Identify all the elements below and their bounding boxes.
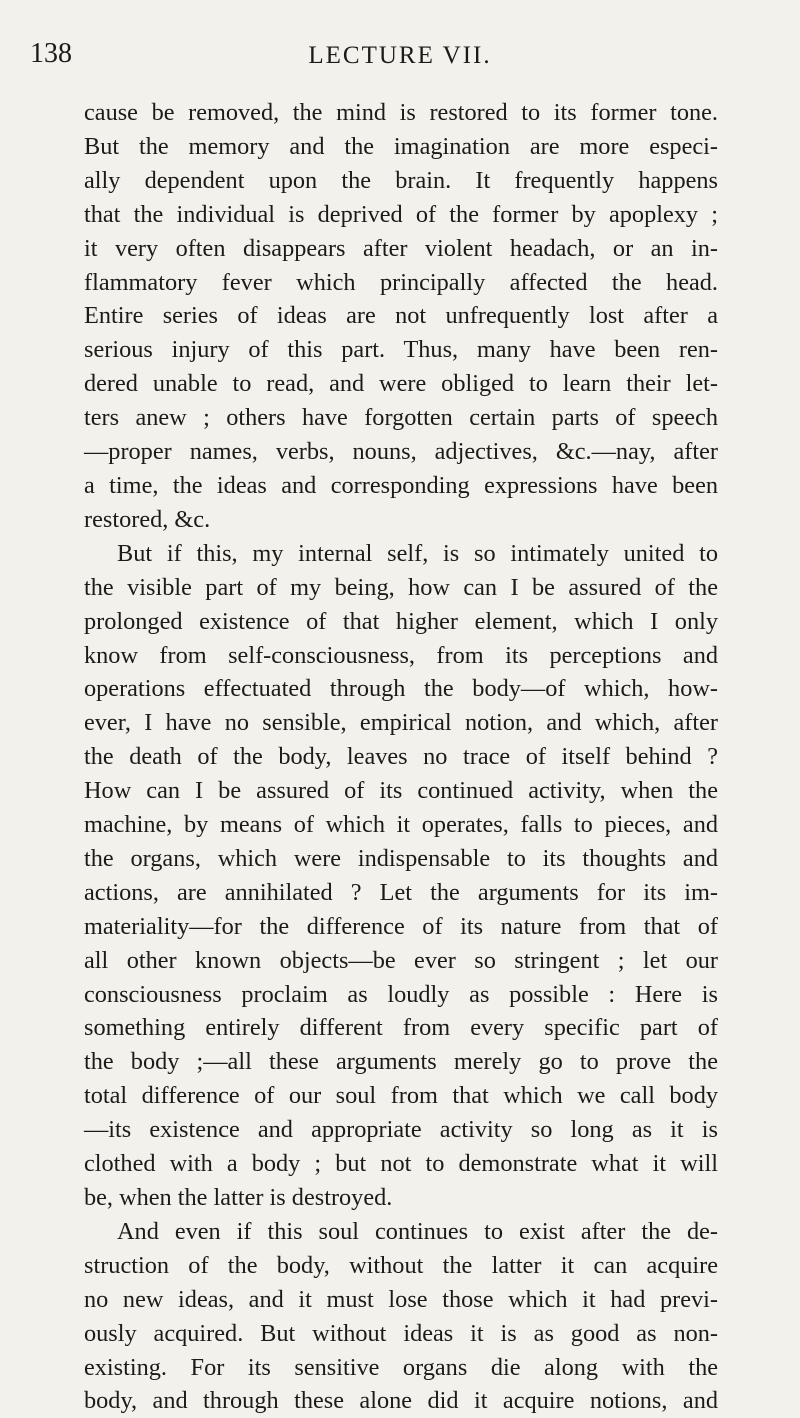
text-line: dered unable to read, and were obliged to learn their let- — [84, 370, 718, 398]
text-line: total difference of our soul from that which we call body — [84, 1082, 718, 1110]
text-line: But if this, my internal self, is so intimately united to — [117, 539, 718, 567]
text-line: be, when the latter is destroyed. — [84, 1184, 393, 1211]
text-line: no new ideas, and it must lose those which it had previ- — [84, 1285, 718, 1313]
text-line: consciousness proclaim as loudly as possible : Here is — [84, 980, 718, 1008]
text-line: restored, &c. — [84, 505, 211, 533]
text-line: the death of the body, leaves no trace of itself behind ? — [84, 743, 718, 771]
text-line: all other known objects—be ever so stringent ; let our — [84, 946, 718, 974]
text-line: clothed with a body ; but not to demonstrate what it will — [84, 1150, 718, 1178]
text-line: the organs, which were indispensable to its thoughts and — [84, 844, 718, 872]
text-line: And even if this soul continues to exist after the de- — [117, 1217, 718, 1245]
running-title: LECTURE VII. — [308, 42, 492, 69]
text-line: materiality—for the difference of its nature from that of — [84, 912, 718, 940]
text-line: body, and through these alone did it acquire notions, and — [84, 1387, 718, 1415]
body-text — [84, 96, 718, 1418]
text-line: that the individual is deprived of the former by apoplexy ; — [84, 200, 718, 228]
text-line: ever, I have no sensible, empirical notion, and which, after — [84, 709, 718, 737]
text-line: ters anew ; others have forgotten certain parts of speech — [84, 404, 718, 432]
text-line: something entirely different from every specific part of — [84, 1014, 718, 1042]
text-line: cause be removed, the mind is restored to its former tone. — [84, 99, 718, 126]
page-number: 138 — [30, 38, 72, 69]
text-line: struction of the body, without the latter it can acquire — [84, 1251, 718, 1279]
text-line: existing. For its sensitive organs die along with the — [84, 1353, 718, 1381]
text-line: the body ;—all these arguments merely go to prove the — [84, 1048, 718, 1076]
text-line: —its existence and appropriate activity so long as it is — [84, 1116, 718, 1144]
text-line: —proper names, verbs, nouns, adjectives, &c.—nay, after — [84, 438, 718, 466]
text-line: the visible part of my being, how can I be assured of the — [84, 573, 718, 601]
text-line: actions, are annihilated ? Let the arguments for its im- — [84, 878, 718, 906]
text-line: know from self-consciousness, from its perceptions and — [84, 641, 718, 669]
text-line: Entire series of ideas are not unfrequently lost after a — [84, 302, 718, 330]
paragraph — [84, 96, 718, 537]
text-line: prolonged existence of that higher element, which I only — [84, 607, 718, 635]
text-line: ally dependent upon the brain. It frequently happens — [84, 166, 718, 194]
text-line: ously acquired. But without ideas it is as good as non- — [84, 1319, 718, 1347]
paragraph — [84, 537, 718, 1215]
text-line: a time, the ideas and corresponding expressions have been — [84, 471, 718, 499]
paragraph — [84, 1215, 718, 1418]
text-line: operations effectuated through the body—of which, how- — [84, 675, 718, 703]
text-line: machine, by means of which it operates, falls to pieces, and — [84, 811, 718, 839]
text-line: serious injury of this part. Thus, many have been ren- — [84, 336, 718, 364]
text-line: it very often disappears after violent headach, or an in- — [84, 234, 718, 262]
text-line: How can I be assured of its continued activity, when the — [84, 777, 718, 805]
text-line: But the memory and the imagination are more especi- — [84, 132, 718, 160]
running-head — [0, 34, 800, 74]
text-line: flammatory fever which principally affected the head. — [84, 268, 718, 296]
